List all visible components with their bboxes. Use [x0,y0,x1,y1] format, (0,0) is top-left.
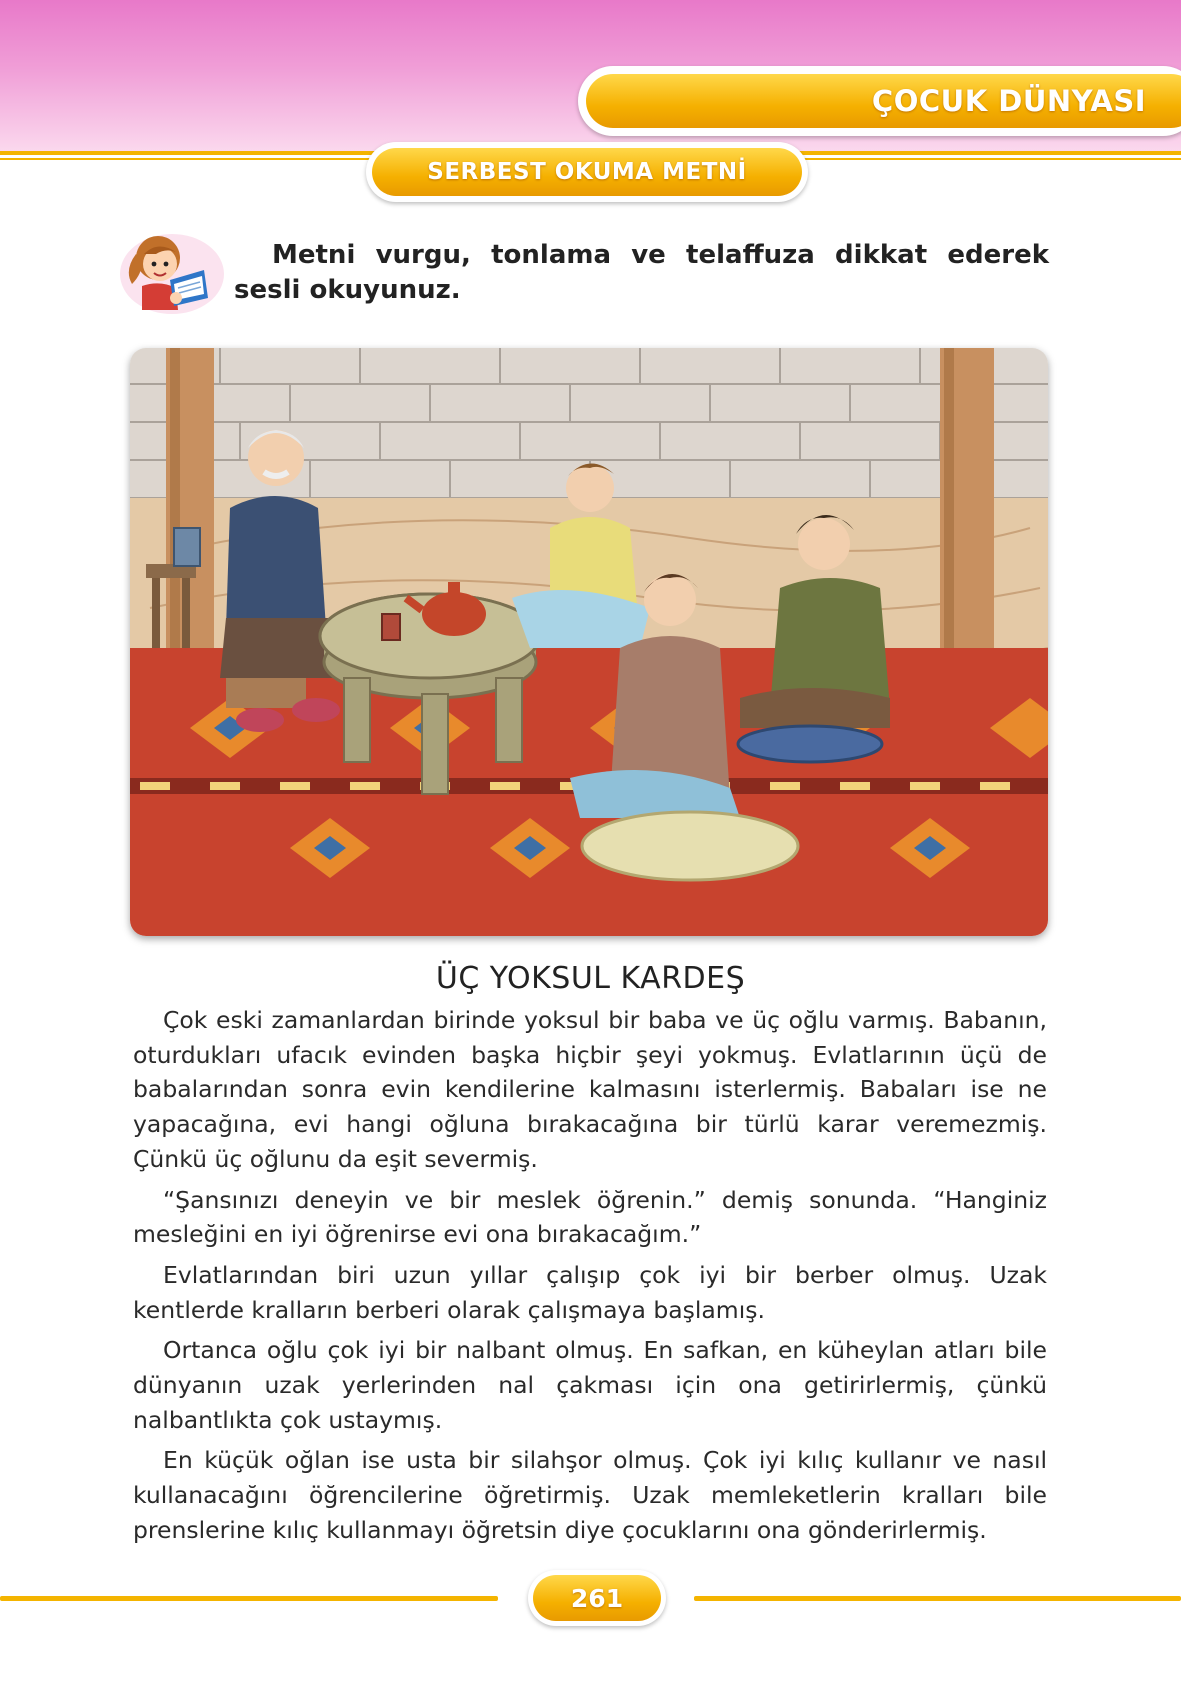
story-paragraph: Evlatlarından biri uzun yıllar çalışıp çok iyi bir berber olmuş. Uzak kentlerde kralların berberi olarak çalışmaya başlamış. [133,1260,1047,1324]
story-paragraph: “Şansınızı deneyin ve bir meslek öğrenin.” demiş sonunda. “Hanginiz mesleğini en iyi öğrenirse evi ona bırakacağım.” [133,1185,1047,1249]
reading-instruction: Metni vurgu, tonlama ve telaffuza dikkat ederek sesli okuyunuz. [234,240,1049,305]
unit-title-tab [578,66,1181,136]
story-text [133,1003,1047,1554]
story-paragraph: En küçük oğlan ise usta bir silahşor olmuş. Çok iyi kılıç kullanır ve nasıl kullanacağını öğrencilerine öğretirmiş. Uzak memleketlerin kralları bile prenslerine kılıç kullanmayı öğretsin diye çocuklarını ona gönderirlermiş. [133,1446,1047,1544]
story-paragraph: Çok eski zamanlardan birinde yoksul bir baba ve üç oğlu varmış. Babanın, oturdukları ufacık evinden başka hiçbir şeyi yokmuş. Evlatlarının üçü de babalarından sonra evin kendilerine kalmasını isterlermiş. Babaları ise ne yapacağına, evi hangi oğluna bırakacağına bir türlü karar veremezmiş. Çünkü üç oğlunu da eşit severmiş. [133,1006,1047,1173]
page-number-badge [528,1570,666,1626]
footer-line-right [694,1596,1181,1601]
story-title: ÜÇ YOKSUL KARDEŞ [435,961,746,996]
section-title-tab [366,142,808,202]
unit-title: ÇOCUK DÜNYASI [871,84,1146,118]
page-number: 261 [570,1583,624,1613]
footer-line-left [0,1596,498,1601]
reading-girl-icon [116,224,228,316]
illustration-father-and-three-sons [130,348,1048,936]
story-paragraph: Ortanca oğlu çok iyi bir nalbant olmuş. En safkan, en küheylan atları bile dünyanın uzak yerlerinden nal çakması için ona getirirlermiş, çünkü nalbantlıkta çok ustaymış. [133,1336,1047,1434]
section-title: SERBEST OKUMA METNİ [427,159,747,185]
